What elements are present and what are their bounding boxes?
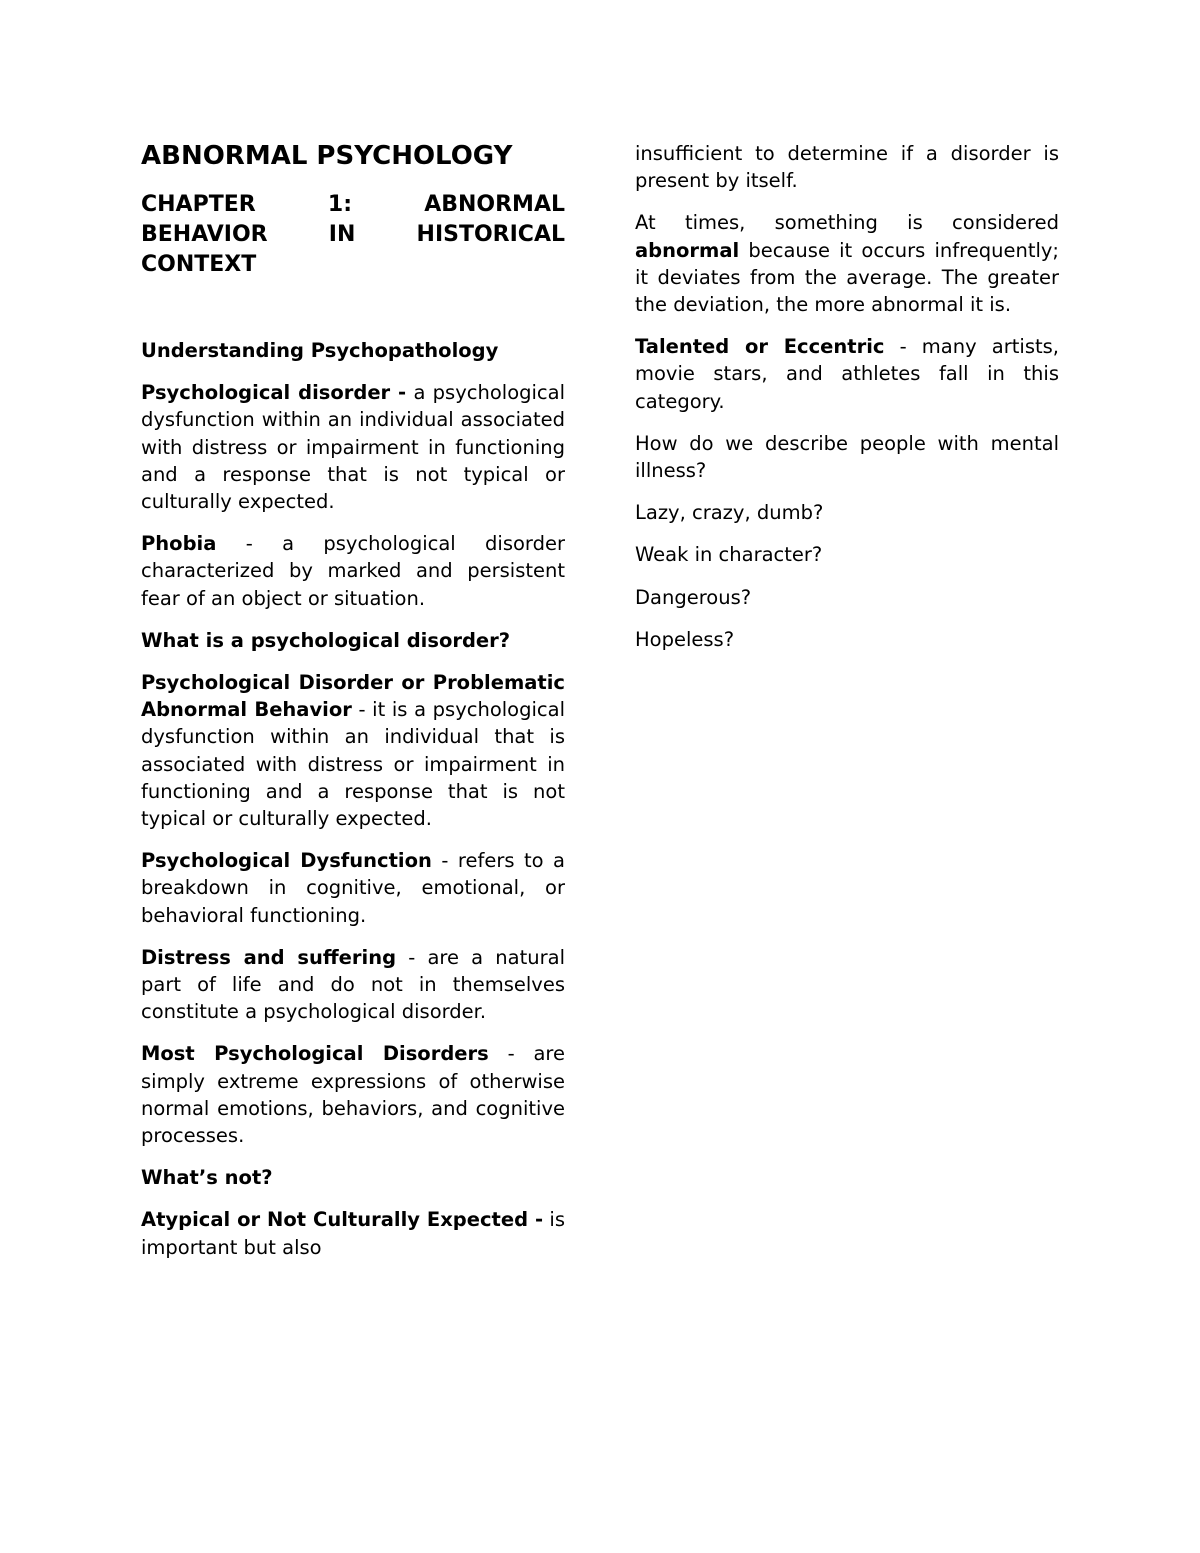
option-line: Weak in character? [635, 543, 823, 567]
paragraph-text: because it occurs infrequently; it deviates from the average. The greater the deviation, the more abnormal it is. [635, 238, 1059, 317]
definition-text: - are simply extreme expressions of otherwise normal emotions, behaviors, and cognitive processes. [141, 1042, 565, 1148]
term: Psychological Disorder or Problematic Abnormal Behavior [141, 671, 565, 722]
term: abnormal [635, 238, 740, 262]
abnormal-paragraph [635, 209, 1059, 318]
definition-phobia [141, 530, 565, 612]
definition-most-disorders [141, 1040, 565, 1149]
definition-text: - many artists, movie stars, and athletes fall in this category. [635, 335, 1059, 413]
term: Phobia [141, 532, 217, 556]
term: Psychological disorder - [141, 381, 407, 405]
definition-dysfunction [141, 847, 565, 929]
option-line: Hopeless? [635, 627, 735, 651]
definition-text: - are a natural part of life and do not in themselves constitute a psychological disorder. [141, 945, 566, 1024]
definition-distress [141, 944, 565, 1026]
continuation-paragraph: insufficient to determine if a disorder is present by itself. [635, 142, 1059, 193]
definition-psychological-disorder [141, 379, 565, 515]
document-title: ABNORMAL PSYCHOLOGY [141, 141, 513, 171]
definition-text: - a psychological disorder characterized by marked and persistent fear of an object or situation. [141, 532, 565, 610]
paragraph-text: At times, something is considered [635, 211, 1059, 235]
section-heading-understanding: Understanding Psychopathology [141, 339, 499, 362]
term: Distress and suffering [141, 945, 397, 969]
definition-text: - it is a psychological dysfunction within an individual that is associated with distress or impairment in functioning and a response that is not typical or culturally expected. [141, 698, 565, 831]
definition-atypical [141, 1206, 565, 1260]
term: Most Psychological Disorders [141, 1042, 489, 1066]
question-paragraph: How do we describe people with mental illness? [635, 431, 1059, 483]
term: Talented or Eccentric [635, 335, 885, 359]
right-column [635, 140, 1059, 668]
definition-text: - refers to a breakdown in cognitive, emotional, or behavioral functioning. [141, 849, 565, 927]
definition-text: a psychological dysfunction within an individual associated with distress or impairment in functioning and a response that is not typical or culturally expected. [141, 381, 566, 514]
option-line: Dangerous? [635, 585, 752, 609]
definition-text: is important but also [141, 1208, 565, 1259]
term: Psychological Dysfunction [141, 849, 432, 873]
definition-talented [635, 333, 1059, 415]
section-heading-whats-not: What’s not? [141, 1166, 273, 1190]
term: Atypical or Not Culturally Expected - [141, 1208, 544, 1232]
chapter-title: CHAPTER 1: ABNORMAL BEHAVIOR IN HISTORICAL CONTEXT [141, 192, 565, 277]
section-heading-what-is: What is a psychological disorder? [141, 628, 511, 652]
definition-problematic-behavior [141, 669, 565, 832]
option-line: Lazy, crazy, dumb? [635, 501, 824, 525]
left-column [141, 139, 565, 1276]
